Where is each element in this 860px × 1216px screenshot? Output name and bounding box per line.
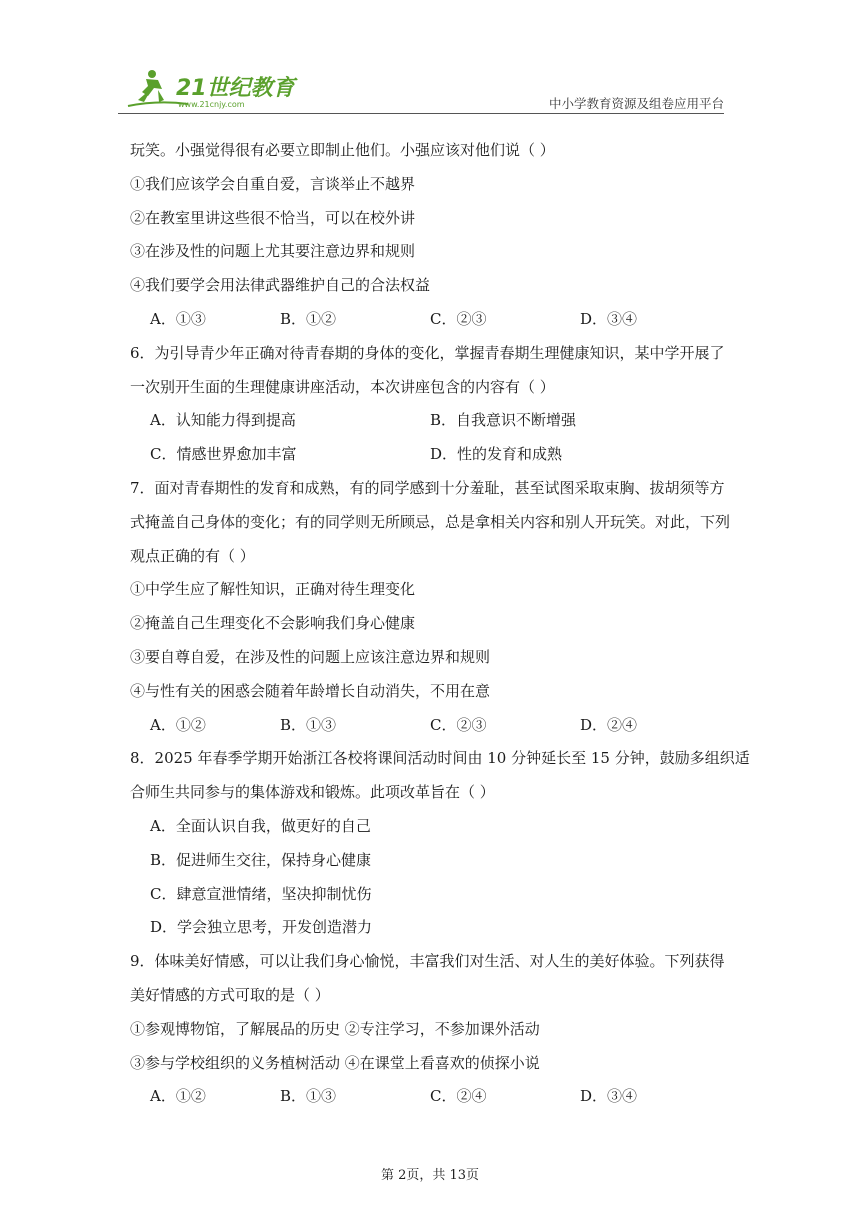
option-b: B．①②: [280, 309, 337, 328]
question-content: [130, 134, 750, 1114]
q5-stem-continuation: 玩笑。小强觉得很有必要立即制止他们。小强应该对他们说（ ）: [130, 141, 555, 159]
q9-stem-line-1: 9．体味美好情感，可以让我们身心愉悦，丰富我们对生活、对人生的美好体验。下列获得: [130, 952, 725, 971]
q7-item-2: ②掩盖自己生理变化不会影响我们身心健康: [130, 614, 416, 633]
q9-stem-line-2: 美好情感的方式可取的是（ ）: [130, 985, 330, 1004]
q6-options-row-2: [130, 438, 734, 472]
option-b: B．促进师生交往，保持身心健康: [150, 850, 372, 869]
page-header: [118, 62, 724, 114]
q6-options-row-1: [130, 404, 734, 438]
q7-options: [130, 709, 734, 743]
q5-options: [130, 303, 734, 337]
option-c: C．肆意宣泄情绪，坚决抑制忧伤: [150, 884, 372, 903]
q8-stem-line-2: 合师生共同参与的集体游戏和锻炼。此项改革旨在（ ）: [130, 783, 495, 802]
q7-item-4: ④与性有关的困惑会随着年龄增长自动消失，不用在意: [130, 681, 491, 700]
q5-item-3: ③在涉及性的问题上尤其要注意边界和规则: [130, 242, 416, 261]
21cnjy-logo: [118, 62, 298, 112]
option-c: C．②③: [430, 715, 487, 734]
q5-item-2: ②在教室里讲这些很不恰当，可以在校外讲: [130, 208, 416, 227]
q9-items-row-1: ①参观博物馆，了解展品的历史 ②专注学习，不参加课外活动: [130, 1019, 540, 1038]
q7-stem-line-1: 7．面对青春期性的发育和成熟，有的同学感到十分羞耻，甚至试图采取束胸、拔胡须等方: [130, 478, 725, 497]
option-c: C．情感世界愈加丰富: [150, 445, 297, 464]
logo-wordmark: 21世纪教育: [176, 76, 295, 101]
option-b: B．①③: [280, 715, 337, 734]
platform-title: 中小学教育资源及组卷应用平台: [548, 96, 724, 111]
option-d: D．②④: [580, 715, 638, 734]
option-d: D．③④: [580, 1087, 638, 1106]
option-d: D．性的发育和成熟: [430, 445, 563, 464]
q5-item-1: ①我们应该学会自重自爱，言谈举止不越界: [130, 174, 416, 193]
q7-item-1: ①中学生应了解性知识，正确对待生理变化: [130, 580, 416, 599]
q8-stem-line-1: 8．2025 年春季学期开始浙江各校将课间活动时间由 10 分钟延长至 15 分钟，鼓励多组织适: [130, 749, 750, 768]
q5-item-4: ④我们要学会用法律武器维护自己的合法权益: [130, 276, 431, 295]
option-a: A．认知能力得到提高: [150, 411, 296, 430]
q9-options: [130, 1080, 734, 1114]
option-a: A．①③: [150, 309, 206, 328]
q9-items-row-2: ③参与学校组织的义务植树活动 ④在课堂上看喜欢的侦探小说: [130, 1053, 540, 1072]
q7-item-3: ③要自尊自爱，在涉及性的问题上应该注意边界和规则: [130, 647, 491, 666]
page-number: 第 2页，共 13页: [380, 1168, 480, 1183]
q7-stem-line-3: 观点正确的有（ ）: [130, 546, 255, 565]
q7-stem-line-2: 式掩盖自己身体的变化；有的同学则无所顾忌，总是拿相关内容和别人开玩笑。对此，下列: [130, 512, 731, 531]
option-a: A．全面认识自我，做更好的自己: [150, 816, 371, 835]
option-a: A．①②: [150, 1087, 206, 1106]
header-divider: [118, 113, 724, 114]
option-b: B．自我意识不断增强: [430, 411, 577, 430]
option-b: B．①③: [280, 1087, 337, 1106]
q6-stem-line-1: 6．为引导青少年正确对待青春期的身体的变化，掌握青春期生理健康知识，某中学开展了: [130, 343, 725, 362]
option-c: C．②③: [430, 309, 487, 328]
option-a: A．①②: [150, 715, 206, 734]
option-d: D．③④: [580, 309, 638, 328]
q6-stem-line-2: 一次别开生面的生理健康讲座活动，本次讲座包含的内容有（ ）: [130, 377, 555, 396]
logo-url: www.21cnjy.com: [178, 100, 245, 109]
option-c: C．②④: [430, 1087, 487, 1106]
option-d: D．学会独立思考，开发创造潜力: [150, 918, 373, 937]
